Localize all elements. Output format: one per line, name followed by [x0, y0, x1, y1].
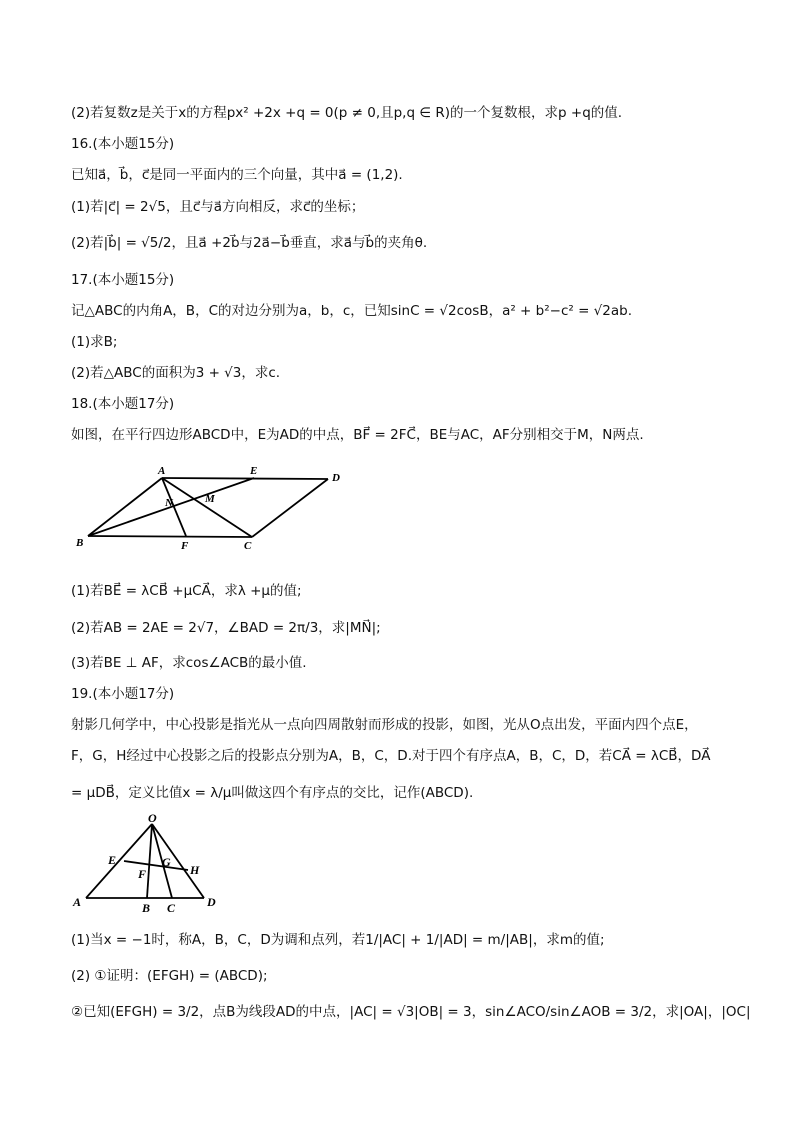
- label-O: O: [148, 812, 157, 825]
- line-p15-q2: (2)若复数z是关于x的方程px² +2x +q = 0(p ≠ 0,且p,q ∈ R)的一个复数根，求p +q的值.: [71, 105, 623, 121]
- q19-header: 19.(本小题17分): [71, 686, 175, 702]
- label-C: C: [244, 540, 252, 552]
- q19-stem-line3: = μDB⃗，定义比值x = λ/μ叫做这四个有序点的交比，记作(ABCD).: [71, 785, 474, 801]
- q18-part1: (1)若BE⃗ = λCB⃗ +μCA⃗，求λ +μ的值;: [71, 583, 302, 599]
- label-F: F: [181, 540, 189, 552]
- label-A: A: [158, 465, 166, 477]
- q19-part2: (2) ①证明：(EFGH) = (ABCD);: [71, 968, 268, 984]
- label-F: F: [138, 867, 147, 881]
- label-E: E: [250, 465, 258, 477]
- q16-part2: (2)若|b⃗| = √5/2，且a⃗ +2b⃗与2a⃗−b⃗垂直，求a⃗与b⃗的夹角θ.: [71, 235, 428, 251]
- label-B: B: [76, 537, 84, 549]
- q17-header: 17.(本小题15分): [71, 272, 175, 288]
- q19-part1: (1)当x = −1时，称A，B，C，D为调和点列，若1/|AC| + 1/|AD| = m/|AB|，求m的值;: [71, 932, 605, 948]
- q17-part1: (1)求B;: [71, 334, 118, 350]
- label-B: B: [142, 901, 151, 915]
- q17-stem: 记△ABC的内角A，B，C的对边分别为a，b，c，已知sinC = √2cosB，a² + b²−c² = √2ab.: [71, 303, 633, 319]
- q18-parallelogram-figure: [70, 460, 360, 555]
- label-D: D: [332, 472, 340, 484]
- q18-header: 18.(本小题17分): [71, 396, 175, 412]
- q17-part2: (2)若△ABC的面积为3 + √3，求c.: [71, 365, 281, 381]
- label-E: E: [108, 853, 117, 867]
- q19-stem-line1: 射影几何学中，中心投影是指光从一点向四周散射而形成的投影，如图，光从O点出发，平面内四个点E，: [71, 717, 698, 733]
- q16-header: 16.(本小题15分): [71, 136, 175, 152]
- q18-part2: (2)若AB = 2AE = 2√7，∠BAD = 2π/3，求|MN⃗|;: [71, 620, 381, 636]
- q16-stem: 已知a⃗，b⃗，c⃗是同一平面内的三个向量，其中a⃗ = (1,2).: [71, 167, 403, 183]
- label-N: N: [165, 497, 173, 509]
- q18-part3: (3)若BE ⊥ AF，求cos∠ACB的最小值.: [71, 655, 307, 671]
- q19-projection-figure: [68, 812, 228, 922]
- label-M: M: [205, 493, 215, 505]
- q19-stem-line2: F，G，H经过中心投影之后的投影点分别为A，B，C，D.对于四个有序点A，B，C，D，若CA⃗ = λCB⃗，DA⃗: [71, 748, 711, 764]
- q18-stem: 如图，在平行四边形ABCD中，E为AD的中点，BF⃗ = 2FC⃗，BE与AC，AF分别相交于M，N两点.: [71, 427, 644, 443]
- q19-part3: ②已知(EFGH) = 3/2，点B为线段AD的中点，|AC| = √3|OB| = 3，sin∠ACO/sin∠AOB = 3/2，求|OA|，|OC|: [71, 1004, 751, 1020]
- label-A: A: [73, 895, 82, 909]
- label-D: D: [207, 895, 216, 909]
- label-C: C: [167, 901, 176, 915]
- q16-part1: (1)若|c⃗| = 2√5，且c⃗与a⃗方向相反，求c⃗的坐标；: [71, 199, 365, 215]
- label-H: H: [190, 863, 200, 877]
- label-G: G: [162, 855, 171, 869]
